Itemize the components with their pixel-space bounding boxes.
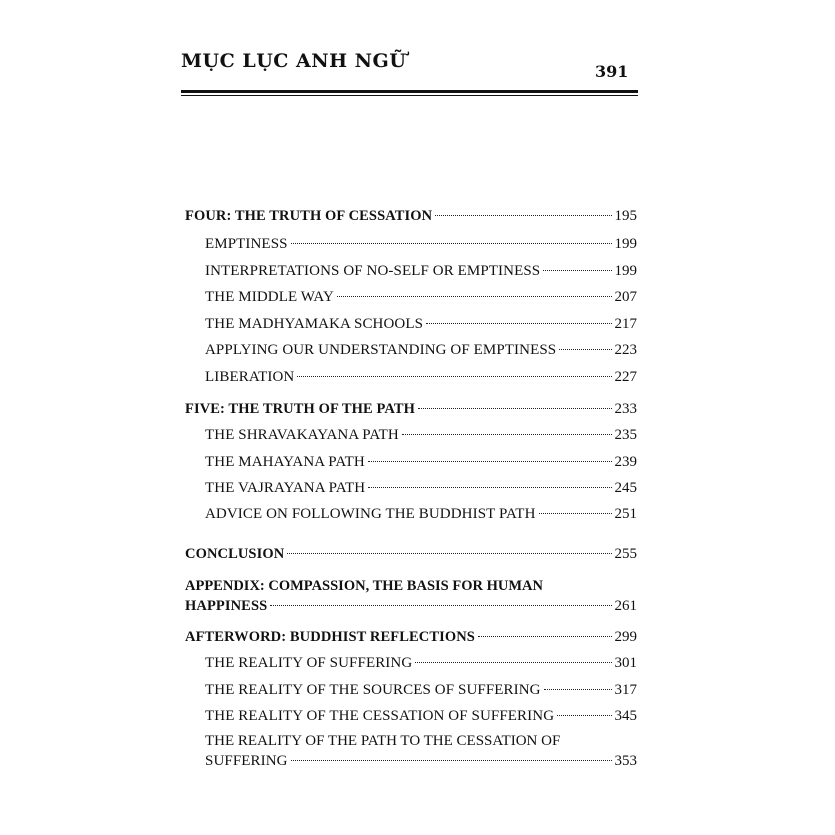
toc-page: 199 — [614, 236, 637, 252]
toc-entry-emptiness — [205, 234, 637, 254]
toc-entry-madhyamaka — [205, 314, 637, 334]
toc-title: THE REALITY OF THE CESSATION OF SUFFERING — [205, 708, 555, 724]
dot-leader — [435, 215, 611, 216]
dot-leader — [337, 296, 612, 297]
toc-entry-conclusion — [185, 544, 637, 564]
dot-leader — [368, 461, 612, 462]
toc-entry-reality-cessation — [205, 706, 637, 726]
toc-page: 207 — [614, 289, 637, 305]
toc-page: 217 — [614, 316, 637, 332]
toc-entry-reality-sources — [205, 680, 637, 700]
toc-title: FIVE: THE TRUTH OF THE PATH — [185, 401, 416, 417]
toc-entry-mahayana — [205, 452, 637, 472]
toc-title-line1: APPENDIX: COMPASSION, THE BASIS FOR HUMAN — [185, 578, 543, 594]
dot-leader — [402, 434, 612, 435]
toc-title-line2: HAPPINESS — [185, 598, 268, 614]
toc-page: 255 — [614, 546, 637, 562]
toc-title: THE REALITY OF SUFFERING — [205, 655, 413, 671]
toc-page: 195 — [614, 208, 637, 224]
dot-leader — [544, 689, 612, 690]
toc-title-line2: SUFFERING — [205, 753, 288, 769]
toc-title: THE VAJRAYANA PATH — [205, 480, 366, 496]
toc-page: 317 — [614, 682, 637, 698]
dot-leader — [559, 349, 611, 350]
header-rule-thick — [181, 90, 638, 93]
running-head: MỤC LỤC ANH NGỮ — [181, 50, 407, 72]
toc-title: THE REALITY OF THE SOURCES OF SUFFERING — [205, 682, 541, 698]
toc-page: 239 — [614, 454, 637, 470]
header-rule-thin — [181, 95, 638, 96]
toc-page: 345 — [614, 708, 637, 724]
toc-entry-applying — [205, 340, 637, 360]
dot-leader — [426, 323, 611, 324]
toc-entry-reality-suffering — [205, 653, 637, 673]
toc-page: 227 — [614, 369, 637, 385]
page-number: 391 — [595, 62, 629, 81]
toc-page: 353 — [614, 753, 637, 769]
dot-leader — [415, 662, 611, 663]
toc-title: ADVICE ON FOLLOWING THE BUDDHIST PATH — [205, 506, 536, 522]
toc-title: AFTERWORD: BUDDHIST REFLECTIONS — [185, 629, 475, 645]
toc-entry-four — [185, 206, 637, 226]
toc-title: CONCLUSION — [185, 546, 285, 562]
toc-entry-reality-path — [205, 731, 637, 771]
toc-title: EMPTINESS — [205, 236, 288, 252]
toc-title: INTERPRETATIONS OF NO-SELF OR EMPTINESS — [205, 263, 541, 279]
toc-page: 245 — [614, 480, 637, 496]
toc-page: 301 — [614, 655, 637, 671]
toc-entry-vajrayana — [205, 478, 637, 498]
toc-entry-interpretations — [205, 261, 637, 281]
dot-leader — [543, 270, 611, 271]
dot-leader — [539, 513, 612, 514]
toc-page: 251 — [614, 506, 637, 522]
dot-leader — [291, 243, 612, 244]
toc-title: THE MIDDLE WAY — [205, 289, 334, 305]
dot-leader — [270, 605, 611, 606]
dot-leader — [291, 760, 612, 761]
toc-entry-appendix — [185, 576, 637, 616]
dot-leader — [287, 553, 611, 554]
toc-entry-liberation — [205, 367, 637, 387]
toc-page: 223 — [614, 342, 637, 358]
toc-entry-advice — [205, 504, 637, 524]
dot-leader — [478, 636, 612, 637]
toc-title: FOUR: THE TRUTH OF CESSATION — [185, 208, 433, 224]
toc-title: THE MAHAYANA PATH — [205, 454, 365, 470]
toc-title: APPLYING OUR UNDERSTANDING OF EMPTINESS — [205, 342, 557, 358]
toc-entry-afterword — [185, 627, 637, 647]
toc-page: 261 — [614, 598, 637, 614]
dot-leader — [557, 715, 611, 716]
dot-leader — [297, 376, 611, 377]
toc-title: THE SHRAVAKAYANA PATH — [205, 427, 399, 443]
toc-entry-five — [185, 399, 637, 419]
toc-page: 199 — [614, 263, 637, 279]
toc-page: 299 — [614, 629, 637, 645]
toc-entry-middle-way — [205, 287, 637, 307]
toc-page: 235 — [614, 427, 637, 443]
dot-leader — [368, 487, 611, 488]
toc-page: 233 — [614, 401, 637, 417]
dot-leader — [418, 408, 611, 409]
toc-title-line1: THE REALITY OF THE PATH TO THE CESSATION OF — [205, 733, 561, 749]
toc-title: LIBERATION — [205, 369, 295, 385]
toc-entry-shravakayana — [205, 425, 637, 445]
toc-title: THE MADHYAMAKA SCHOOLS — [205, 316, 424, 332]
